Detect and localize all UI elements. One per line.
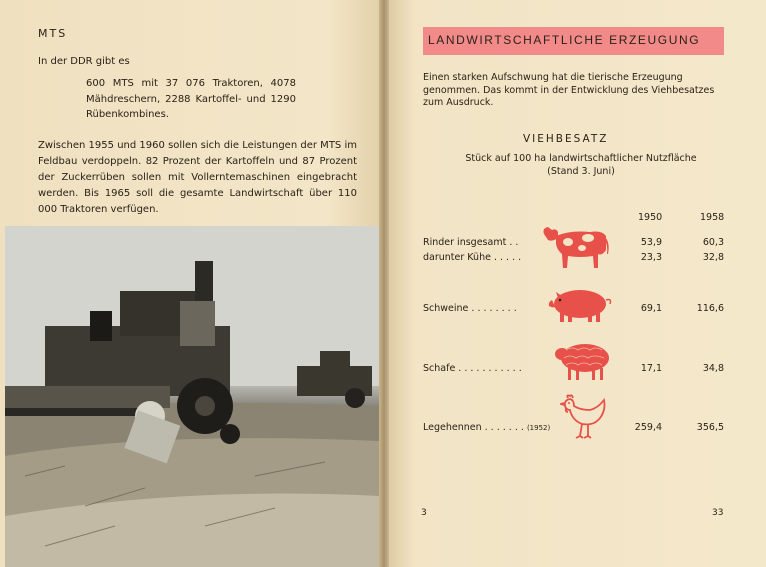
value-legehennen-1950: 259,4: [634, 422, 662, 433]
table-subtitle-line-2: (Stand 3. Juni): [547, 165, 615, 177]
year-1958-header: 1958: [700, 212, 725, 223]
mts-intro: In der DDR gibt es: [38, 56, 130, 67]
value-legehennen-1958: 356,5: [696, 422, 724, 433]
value-schafe-1950: 17,1: [640, 363, 662, 374]
left-page-number: 3: [421, 508, 427, 518]
value-schweine-1950: 69,1: [640, 303, 662, 314]
row-label-rinder: Rinder insgesamt . .: [423, 237, 519, 248]
row-label-legehennen: [423, 422, 550, 433]
row-label-schweine: Schweine . . . . . . . .: [423, 303, 517, 314]
row-note-legehennen: (1952): [526, 424, 551, 432]
book-gutter: [379, 0, 389, 567]
value-kuehe-1958: 32,8: [702, 252, 724, 263]
mts-stats-block: 600 MTS mit 37 076 Traktoren, 4078 Mähdreschern, 2288 Kartoffel- und 1290 Rübenkombines.: [86, 78, 296, 120]
value-rinder-1958: 60,3: [702, 237, 724, 248]
sheep-icon: [552, 340, 612, 382]
row-label-schafe: Schafe . . . . . . . . . . .: [423, 363, 522, 374]
hen-icon: [560, 394, 610, 440]
mts-heading: MTS: [38, 27, 68, 40]
value-rinder-1950: 53,9: [640, 237, 662, 248]
right-page-number: 33: [712, 508, 724, 518]
year-1950-header: 1950: [638, 212, 663, 223]
value-kuehe-1950: 23,3: [640, 252, 662, 263]
table-title: VIEHBESATZ: [523, 133, 609, 145]
section-title: LANDWIRTSCHAFTLICHE ERZEUGUNG: [428, 33, 701, 47]
row-label-kuehe: darunter Kühe . . . . .: [423, 252, 522, 263]
table-subtitle-line-1: Stück auf 100 ha landwirtschaftlicher Nutzfläche: [465, 153, 697, 164]
mts-paragraph: Zwischen 1955 und 1960 sollen sich die Leistungen der MTS im Feldbau verdoppeln. 82 Prozent der Kartoffeln und 87 Prozent der Zuckerrüben sollen mit Vollerntemaschinen eingebracht werden. Bis 1965 soll die gesamte Landwirtschaft über 110 000 Traktoren verfügen.: [38, 140, 357, 215]
table-subtitle: [446, 153, 716, 178]
cow-icon: [540, 224, 612, 272]
value-schafe-1958: 34,8: [702, 363, 724, 374]
section-intro: Einen starken Aufschwung hat die tierische Erzeugung genommen. Das kommt in der Entwicklung des Viehbesatzes zum Ausdruck.: [423, 72, 715, 108]
value-schweine-1958: 116,6: [696, 303, 724, 314]
row-label-legehennen-text: Legehennen . . . . . . .: [423, 422, 524, 433]
pig-icon: [546, 286, 612, 326]
combine-harvester-photo: [5, 226, 379, 567]
